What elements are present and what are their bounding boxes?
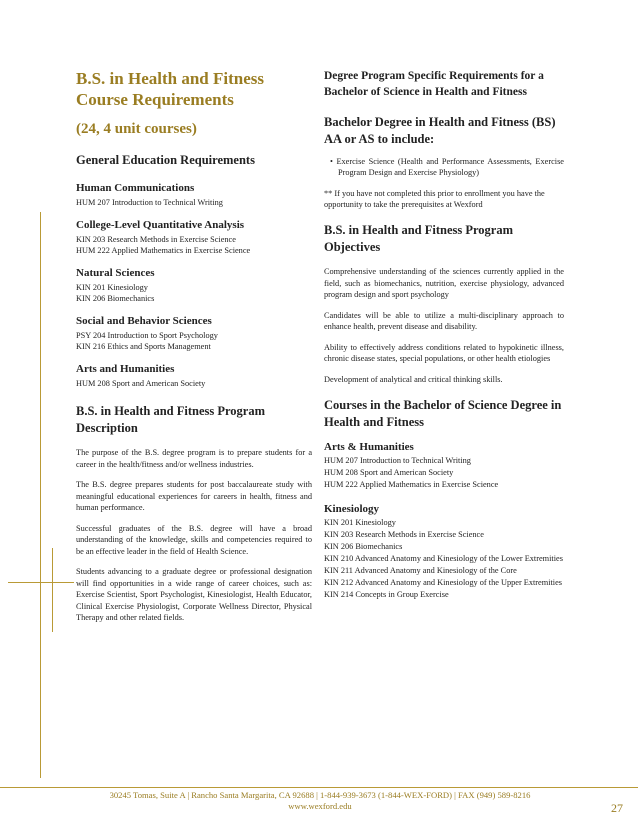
objectives-heading: B.S. in Health and Fitness Program Objectives: [324, 223, 514, 254]
group-title: Social and Behavior Sciences: [76, 315, 212, 327]
group-title: Arts and Humanities: [76, 363, 175, 375]
courses-heading: Courses in the Bachelor of Science Degree in Health and Fitness: [324, 398, 562, 429]
description-paragraph: The purpose of the B.S. degree program is to prepare students for a career in the health/fitness and/or wellness industries.: [76, 448, 312, 469]
requirement-group-human-communications: [76, 182, 312, 208]
requirement-group-arts-humanities: [76, 363, 312, 389]
description-heading: B.S. in Health and Fitness Program Description: [76, 404, 266, 435]
course-item: HUM 222 Applied Mathematics in Exercise Science: [324, 480, 499, 489]
course-count: (24, 4 unit courses): [76, 121, 197, 137]
course-item: KIN 203 Research Methods in Exercise Science: [324, 530, 484, 539]
course-item: HUM 207 Introduction to Technical Writing: [76, 198, 223, 207]
course-item: KIN 206 Biomechanics: [324, 542, 403, 551]
objective-item: Candidates will be able to utilize a multi-disciplinary approach to enhance health, prevent disease and disability.: [324, 310, 564, 331]
decorative-vertical-line-long: [40, 212, 41, 778]
course-item: KIN 201 Kinesiology: [324, 518, 396, 527]
group-title: College-Level Quantitative Analysis: [76, 219, 245, 231]
course-item: KIN 206 Biomechanics: [76, 294, 155, 303]
left-column: [76, 68, 312, 633]
requirement-bullet: • Exercise Science (Health and Performance Assessments, Exercise Program Design and Exercise Physiology): [330, 157, 564, 177]
requirement-group-natural-sciences: [76, 267, 312, 304]
footer-address: 30245 Tomas, Suite A | Rancho Santa Margarita, CA 92688 | 1-844-939-3673 (1-844-WEX-FORD) | FAX (949) 589-8216: [109, 790, 531, 800]
footer-divider: [0, 787, 638, 788]
description-paragraph: The B.S. degree prepares students for post baccalaureate study with meaningful educational experiences for careers in health, fitness and human performance.: [76, 480, 312, 512]
objective-item: Ability to effectively address conditions related to hypokinetic illness, chronic disease states, special populations, or other health etiologies: [324, 342, 564, 363]
prerequisite-note: ** If you have not completed this prior to enrollment you have the opportunity to take the prerequisites at Wexford: [324, 189, 545, 209]
course-item: HUM 208 Sport and American Society: [76, 379, 206, 388]
course-item: KIN 211 Advanced Anatomy and Kinesiology of the Core: [324, 566, 517, 575]
course-item: KIN 203 Research Methods in Exercise Science: [76, 235, 236, 244]
course-item: PSY 204 Introduction to Sport Psychology: [76, 331, 218, 340]
arts-humanities-heading: Arts & Humanities: [324, 441, 414, 453]
objective-item: Development of analytical and critical thinking skills.: [324, 374, 503, 384]
bachelor-degree-heading: Bachelor Degree in Health and Fitness (BS) AA or AS to include:: [324, 115, 556, 146]
decorative-vertical-line-short: [52, 548, 53, 632]
course-item: HUM 207 Introduction to Technical Writing: [324, 456, 471, 465]
page-title: B.S. in Health and Fitness Course Requirements: [76, 69, 264, 109]
description-paragraph: Students advancing to a graduate degree or professional designation will find opportunities in a wide range of career choices, such as: Exercise Scientist, Sport Psychologist, Kinesiologist, Health Educator, Clinical Exercise Physiologist, Corporate Wellness Director, Physical Therapy and other related fields.: [76, 567, 312, 622]
decorative-horizontal-line: [8, 582, 74, 583]
objective-item: Comprehensive understanding of the sciences currently applied in the field, such as biomechanics, nutrition, exercise physiology, advanced program design and sport psychology: [324, 267, 564, 299]
course-item: KIN 212 Advanced Anatomy and Kinesiology of the Upper Extremities: [324, 578, 563, 587]
course-item: KIN 210 Advanced Anatomy and Kinesiology of the Lower Extremities: [324, 554, 563, 563]
group-title: Human Communications: [76, 182, 195, 194]
course-item: KIN 214 Concepts in Group Exercise: [324, 590, 449, 599]
requirement-group-social-behavior: [76, 315, 312, 352]
requirement-group-quantitative-analysis: [76, 219, 312, 256]
group-title: Natural Sciences: [76, 267, 155, 279]
course-item: HUM 222 Applied Mathematics in Exercise Science: [76, 246, 251, 255]
description-paragraph: Successful graduates of the B.S. degree will have a broad understanding of the knowledge, skills and competencies required to be an effective leader in the field of Health Science.: [76, 523, 312, 556]
course-item: KIN 216 Ethics and Sports Management: [76, 342, 211, 351]
gen-ed-heading: General Education Requirements: [76, 153, 255, 167]
footer: [40, 790, 600, 812]
specific-requirements-heading: Degree Program Specific Requirements for a Bachelor of Science in Health and Fitness: [324, 70, 544, 98]
right-column: [324, 68, 564, 601]
kinesiology-heading: Kinesiology: [324, 503, 380, 515]
page-number: 27: [611, 801, 623, 815]
course-item: KIN 201 Kinesiology: [76, 283, 148, 292]
footer-website[interactable]: www.wexford.edu: [288, 801, 352, 811]
course-item: HUM 208 Sport and American Society: [324, 468, 454, 477]
